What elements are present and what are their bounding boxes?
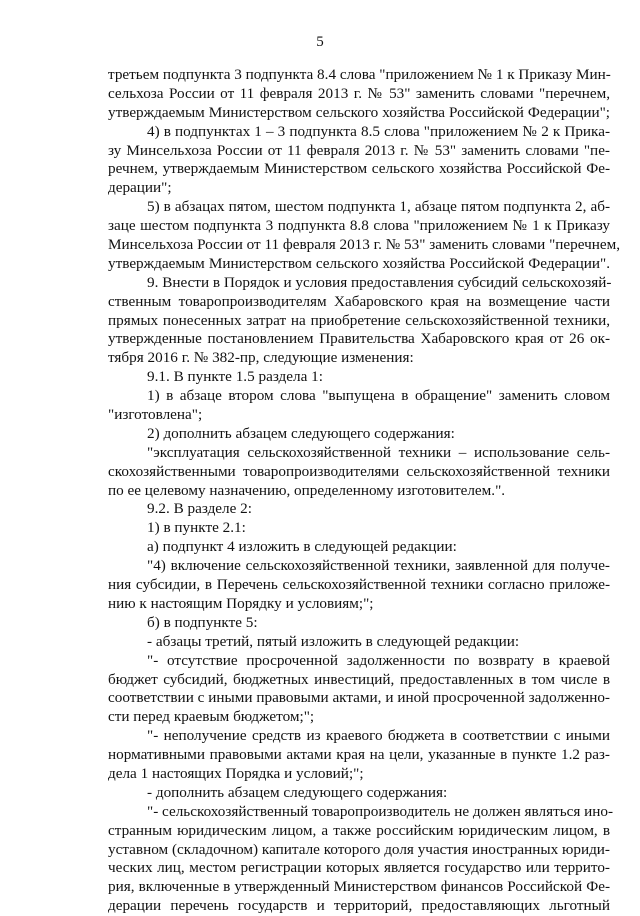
text-line: дерации"; (108, 179, 172, 197)
text-line: а) подпункт 4 изложить в следующей редакции: (147, 538, 457, 556)
text-line: третьем подпункта 3 подпункта 8.4 слова "приложением № 1 к Приказу Мин- (108, 66, 611, 83)
text-line: "- отсутствие просроченной задолженности по возврату в краевой (147, 651, 610, 669)
text-line: 9.1. В пункте 1.5 раздела 1: (147, 368, 323, 386)
text-line: дела 1 настоящих Порядка и условий;"; (108, 764, 364, 782)
text-line: 4) в подпунктах 1 – 3 подпункта 8.5 слова "приложением № 2 к Прика- (147, 122, 610, 140)
text-line: "изготовлена"; (108, 406, 203, 424)
text-line: странным юридическим лицом, а также российским юридическим лицом, в (108, 821, 610, 839)
text-line: сельхоза России от 11 февраля 2013 г. № 53" заменить словами "перечнем, (108, 84, 610, 102)
text-line: зу Минсельхоза России от 11 февраля 2013 г. № 53" заменить словами "пе- (108, 141, 610, 159)
text-line: нию к настоящим Порядку и условиям;"; (108, 594, 374, 612)
text-line: утверждаемым Министерством сельского хозяйства Российской Федерации"; (108, 103, 610, 121)
text-line: утверждаемым Министерством сельского хозяйства Российской Федерации". (108, 254, 610, 272)
text-line: скохозяйственными товаропроизводителями сельскохозяйственной техники (108, 462, 610, 480)
text-line: 9.2. В разделе 2: (147, 500, 252, 518)
text-line: по ее целевому назначению, определенному изготовителем.". (108, 481, 506, 499)
text-line: "- сельскохозяйственный товаропроизводитель не должен являться ино- (147, 802, 614, 820)
text-line: - дополнить абзацем следующего содержания: (147, 783, 448, 801)
page-number: 5 (316, 34, 324, 50)
text-line: "- неполучение средств из краевого бюджета в соответствии с иными (147, 727, 610, 745)
document-body (108, 66, 621, 916)
text-line: прямых понесенных затрат на приобретение сельскохозяйственной техники, (108, 311, 610, 329)
text-line: заце шестом подпункта 3 подпункта 8.8 слова "приложением № 1 к Приказу (108, 217, 610, 235)
text-line: 5) в абзацах пятом, шестом подпункта 1, абзаце пятом подпункта 2, аб- (147, 198, 610, 216)
text-line: 1) в абзаце втором слова "выпущена в обращение" заменить словом (147, 387, 610, 405)
text-line: б) в подпункте 5: (147, 613, 258, 631)
text-line: 1) в пункте 2.1: (147, 519, 246, 537)
text-line: уставном (складочном) капитале которого доля участия иностранных юриди- (108, 840, 610, 858)
text-line: ственным товаропроизводителям Хабаровского края на возмещение части (108, 292, 610, 310)
text-line: речнем, утверждаемым Министерством сельского хозяйства Российской Фе- (108, 160, 610, 178)
text-line: тября 2016 г. № 382-пр, следующие изменения: (108, 349, 414, 367)
text-line: нормативными правовыми актами края на цели, указанные в пункте 1.2 раз- (108, 746, 610, 764)
text-line: ческих лиц, местом регистрации которых является государство или террито- (108, 859, 610, 877)
text-line: бюджет субсидий, бюджетных инвестиций, предоставленных в том числе в (108, 670, 610, 688)
text-line: сти перед краевым бюджетом;"; (108, 708, 315, 726)
text-line: соответствии с иными правовыми актами, и иной просроченной задолженно- (108, 689, 610, 707)
text-line: дерации перечень государств и территорий, предоставляющих льготный (108, 897, 610, 915)
text-line: "эксплуатация сельскохозяйственной техники – использование сель- (147, 443, 610, 461)
text-line: "4) включение сельскохозяйственной техники, заявленной для получе- (147, 557, 610, 575)
text-line: утвержденные постановлением Правительства Хабаровского края от 26 ок- (108, 330, 610, 348)
text-line: - абзацы третий, пятый изложить в следующей редакции: (147, 632, 520, 650)
text-line: ния субсидии, в Перечень сельскохозяйственной техники согласно приложе- (108, 576, 610, 594)
text-line: 2) дополнить абзацем следующего содержания: (147, 424, 455, 442)
text-line: рия, включенные в утвержденный Министерством финансов Российской Фе- (108, 878, 610, 896)
text-line: Минсельхоза России от 11 февраля 2013 г. № 53" заменить словами "перечнем, (108, 236, 621, 254)
text-line: 9. Внести в Порядок и условия предоставления субсидий сельскохозяй- (147, 273, 612, 291)
